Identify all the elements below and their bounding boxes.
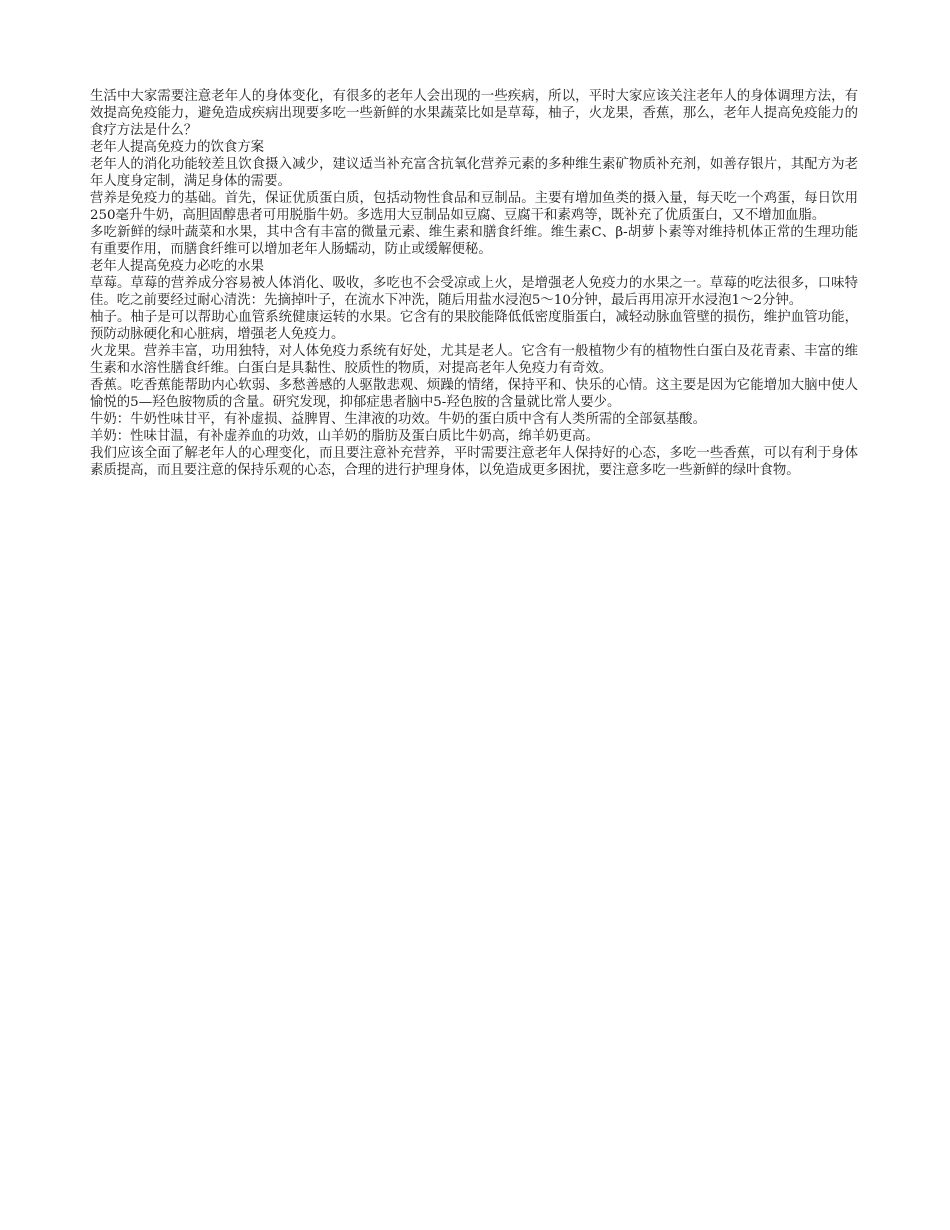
section-heading-diet-plan: 老年人提高免疫力的饮食方案 [90, 140, 265, 155]
intro-paragraph: 生活中大家需要注意老年人的身体变化，有很多的老年人会出现的一些疾病，所以，平时大家应该关注老年人的身体调理方法，有效提高免疫能力，避免造成疾病出现要多吃一些新鲜的水果蔬菜比如是草莓，柚子，火龙果，香蕉，那么，老年人提高免疫能力的食疗方法是什么？ [90, 89, 858, 138]
paragraph-banana: 香蕉。吃香蕉能帮助内心软弱、多愁善感的人驱散悲观、烦躁的情绪，保持平和、快乐的心情。这主要是因为它能增加大脑中使人愉悦的5—羟色胺物质的含量。研究发现，抑郁症患者脑中5-羟色胺的含量就比常人要少。 [90, 378, 858, 410]
paragraph-protein: 营养是免疫力的基础。首先，保证优质蛋白质，包括动物性食品和豆制品。主要有增加鱼类的摄入量，每天吃一个鸡蛋，每日饮用250毫升牛奶，高胆固醇患者可用脱脂牛奶。多选用大豆制品如豆腐、豆腐干和素鸡等，既补充了优质蛋白，又不增加血脂。 [90, 191, 858, 223]
paragraph-supplements: 老年人的消化功能较差且饮食摄入减少，建议适当补充富含抗氧化营养元素的多种维生素矿物质补充剂，如善存银片，其配方为老年人度身定制，满足身体的需要。 [90, 157, 858, 189]
conclusion-paragraph: 我们应该全面了解老年人的心理变化，而且要注意补充营养，平时需要注意老年人保持好的心态，多吃一些香蕉，可以有利于身体素质提高，而且要注意的保持乐观的心态，合理的进行护理身体，以免造成更多困扰，要注意多吃一些新鲜的绿叶食物。 [90, 446, 858, 478]
paragraph-strawberry: 草莓。草莓的营养成分容易被人体消化、吸收，多吃也不会受凉或上火，是增强老人免疫力的水果之一。草莓的吃法很多，口味特佳。吃之前要经过耐心清洗：先摘掉叶子，在流水下冲洗，随后用盐水浸泡5～10分钟，最后再用凉开水浸泡1～2分钟。 [90, 276, 858, 308]
article-body [90, 88, 858, 479]
section-heading-fruits: 老年人提高免疫力必吃的水果 [90, 259, 265, 274]
paragraph-vegetables: 多吃新鲜的绿叶蔬菜和水果，其中含有丰富的微量元素、维生素和膳食纤维。维生素C、β-胡萝卜素等对维持机体正常的生理功能有重要作用，而膳食纤维可以增加老年人肠蠕动，防止或缓解便秘。 [90, 225, 858, 257]
paragraph-cow-milk: 牛奶：牛奶性味甘平，有补虚损、益脾胃、生津液的功效。牛奶的蛋白质中含有人类所需的全部氨基酸。 [90, 412, 706, 427]
paragraph-dragon-fruit: 火龙果。营养丰富，功用独特，对人体免疫力系统有好处，尤其是老人。它含有一般植物少有的植物性白蛋白及花青素、丰富的维生素和水溶性膳食纤维。白蛋白是具黏性、胶质性的物质，对提高老年人免疫力有奇效。 [90, 344, 858, 376]
paragraph-pomelo: 柚子。柚子是可以帮助心血管系统健康运转的水果。它含有的果胶能降低低密度脂蛋白，减轻动脉血管壁的损伤，维护血管功能，预防动脉硬化和心脏病，增强老人免疫力。 [90, 310, 858, 342]
paragraph-goat-milk: 羊奶：性味甘温，有补虚养血的功效，山羊奶的脂肪及蛋白质比牛奶高，绵羊奶更高。 [90, 429, 599, 444]
